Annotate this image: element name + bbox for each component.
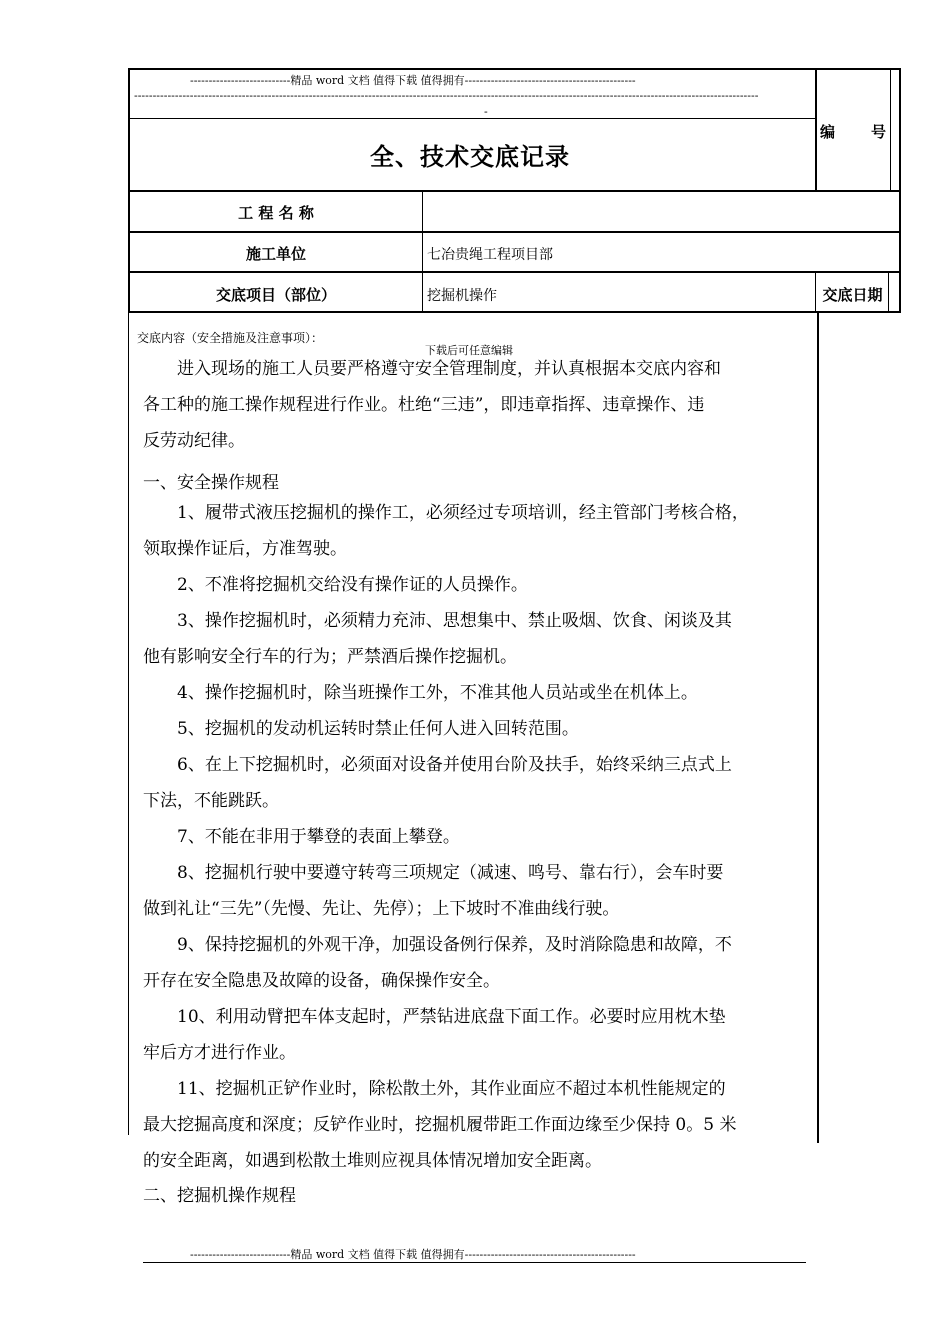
list-item-line: 牢后方才进行作业。 <box>143 1043 296 1063</box>
row-line-4 <box>128 311 901 313</box>
content-left-border <box>128 311 129 1135</box>
footer-rule <box>143 1262 806 1263</box>
table-top-border <box>128 68 901 70</box>
intro-paragraph <box>143 351 811 459</box>
text-line: 各工种的施工操作规程进行作业。杜绝“三违”，即违章指挥、违章操作、违 <box>143 395 705 415</box>
date-label: 交底日期 <box>822 286 883 304</box>
row-line-3 <box>128 271 901 273</box>
text-line: 进入现场的施工人员要严格遵守安全管理制度，并认真根据本交底内容和 <box>143 359 721 379</box>
list-item-line: 11、挖掘机正铲作业时，除松散土外，其作业面应不超过本机性能规定的 <box>143 1079 726 1099</box>
list-item-line: 6、在上下挖掘机时，必须面对设备并使用台阶及扶手，始终采纳三点式上 <box>143 755 732 775</box>
row-line-2 <box>128 231 901 233</box>
unit-value: 七冶贵绳工程项目部 <box>427 247 553 263</box>
list-item-line: 8、挖掘机行驶中要遵守转弯三项规定（减速、鸣号、靠右行），会车时要 <box>143 863 724 883</box>
item-label: 交底项目（部位） <box>215 286 336 304</box>
list-item-line: 5、挖掘机的发动机运转时禁止任何人进入回转范围。 <box>143 719 579 739</box>
banner-top-line: ---------------------------精品 word 文档 值得下载 值得拥有---------------------------------------------- <box>190 74 636 87</box>
number-label: 编 号 <box>820 123 886 141</box>
text-line: 反劳动纪律。 <box>143 431 245 451</box>
watermark-text: 下载后可任意编辑 <box>425 344 513 357</box>
list-item-line: 领取操作证后，方准驾驶。 <box>143 539 347 559</box>
date-col-right <box>888 271 889 313</box>
list-item-line: 9、保持挖掘机的外观干净，加强设备例行保养，及时消除隐患和故障，不 <box>143 935 732 955</box>
content-right-border <box>817 311 819 1143</box>
list-item-line: 1、履带式液压挖掘机的操作工，必须经过专项培训，经主管部门考核合格， <box>143 503 749 523</box>
list-item-line: 开存在安全隐患及故障的设备，确保操作安全。 <box>143 971 500 991</box>
row-line-1 <box>128 190 901 192</box>
items-list <box>143 495 811 1179</box>
project-name-label: 工 程 名 称 <box>238 204 314 222</box>
banner-top-line-2: ------------------------------------------------------------------------------------------------------------------------------------------------------------------------ <box>134 89 759 102</box>
banner-bottom-line: ---------------------------精品 word 文档 值得下载 值得拥有---------------------------------------------- <box>190 1248 636 1261</box>
number-col-inner <box>890 68 891 190</box>
list-item-line: 他有影响安全行车的行为；严禁酒后操作挖掘机。 <box>143 647 517 667</box>
label-col-divider <box>422 190 423 313</box>
list-item-line: 4、操作挖掘机时，除当班操作工外，不准其他人员站或坐在机体上。 <box>143 683 698 703</box>
list-item-line: 2、不准将挖掘机交给没有操作证的人员操作。 <box>143 575 528 595</box>
date-col-left <box>815 271 816 313</box>
content-label: 交底内容（安全措施及注意事项）： <box>137 331 324 345</box>
page-title: 全、技术交底记录 <box>370 143 570 171</box>
list-item-line: 最大挖掘高度和深度；反铲作业时，挖掘机履带距工作面边缘至少保持 0。5 米 <box>143 1115 737 1135</box>
item-value: 挖掘机操作 <box>427 288 497 304</box>
list-item-line: 10、利用动臂把车体支起时，严禁钻进底盘下面工作。必要时应用枕木垫 <box>143 1007 726 1027</box>
list-item-line: 3、操作挖掘机时，必须精力充沛、思想集中、禁止吸烟、饮食、闲谈及其 <box>143 611 732 631</box>
list-item-line: 做到礼让“三先”（先慢、先让、先停）；上下坡时不准曲线行驶。 <box>143 899 620 919</box>
header-divider <box>128 118 816 119</box>
section-heading-1: 一、安全操作规程 <box>143 473 279 493</box>
list-item-line: 的安全距离，如遇到松散土堆则应视具体情况增加安全距离。 <box>143 1151 602 1171</box>
list-item-line: 7、不能在非用于攀登的表面上攀登。 <box>143 827 460 847</box>
list-item-line: 下法，不能跳跃。 <box>143 791 279 811</box>
unit-label: 施工单位 <box>245 245 306 263</box>
number-col-left <box>815 68 817 190</box>
banner-top-line-3: - <box>484 105 488 118</box>
section-heading-2: 二、挖掘机操作规程 <box>143 1186 296 1206</box>
